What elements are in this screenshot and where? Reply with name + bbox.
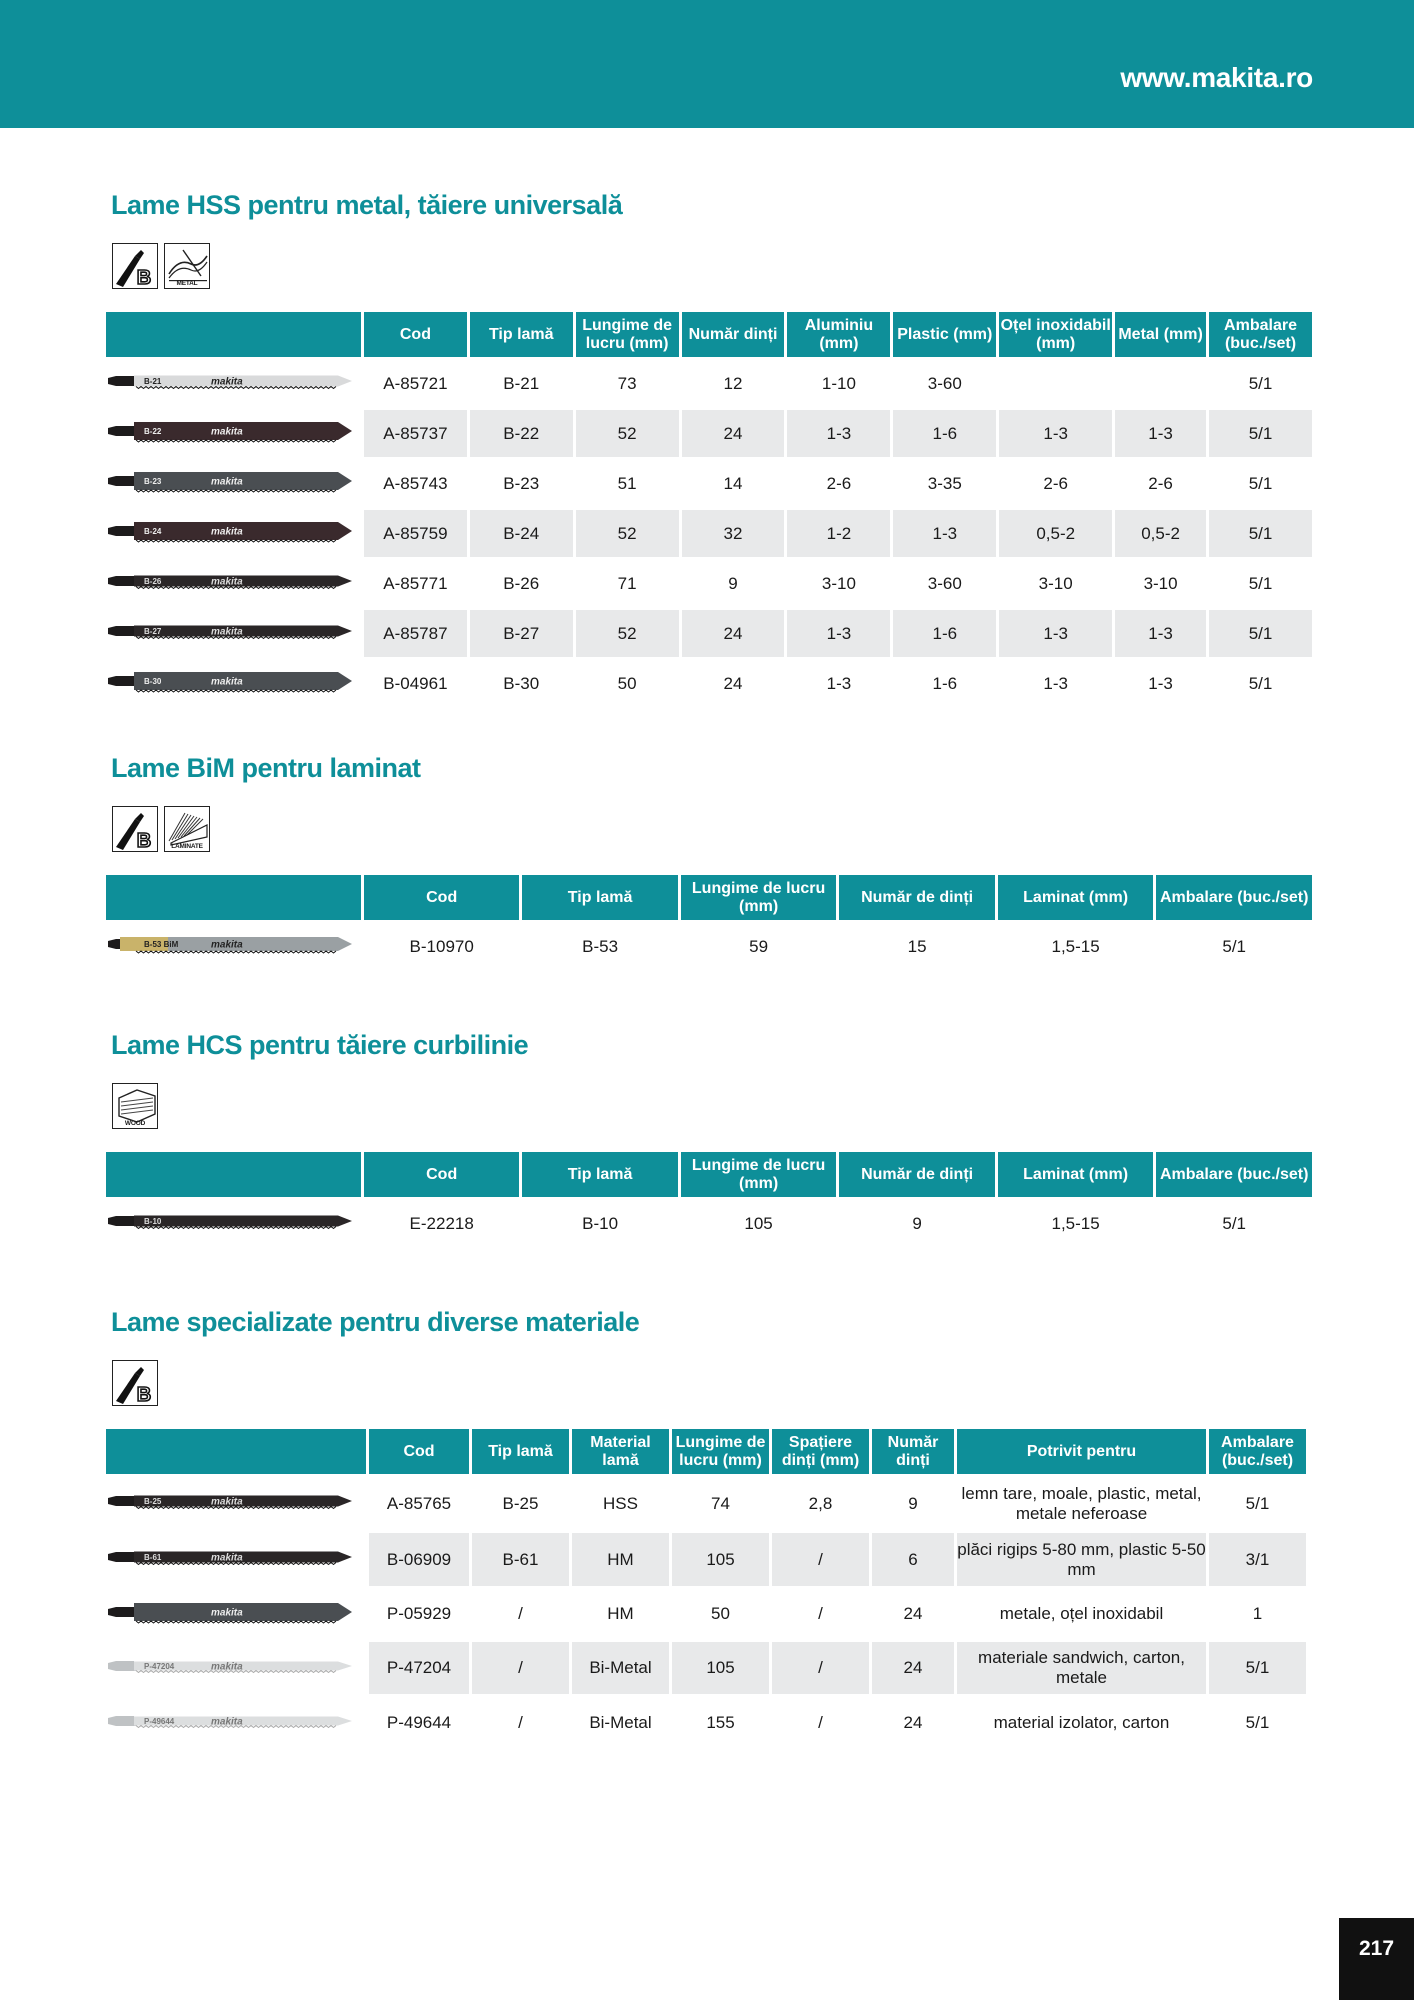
table-row — [106, 360, 1312, 410]
table-cell: B-61 — [472, 1533, 569, 1589]
table-cell: 5/1 — [1156, 1200, 1312, 1250]
svg-text:B: B — [136, 830, 152, 852]
column-header: Număr de dinți — [839, 875, 994, 923]
section-title: Lame HCS pentru tăiere curbilinie — [111, 1030, 529, 1060]
blade-brand: makita — [211, 576, 243, 588]
blade-label: B-10 — [144, 1217, 162, 1226]
table-cell: 3-60 — [893, 560, 996, 610]
table-cell — [1115, 360, 1206, 410]
column-header: Număr dinți — [872, 1429, 954, 1477]
blade-label: B-25 — [144, 1497, 162, 1506]
table-cell: P-49644 — [369, 1697, 469, 1752]
blade-label: P-47204 — [144, 1661, 175, 1671]
icon-caption: METAL — [176, 280, 198, 287]
table-cell: B-27 — [470, 610, 573, 660]
blade-image — [106, 613, 356, 649]
column-header: Oțel inoxidabil (mm) — [999, 312, 1112, 360]
table-cell: A-85721 — [364, 360, 467, 410]
column-header: Număr de dinți — [839, 1152, 994, 1200]
table-row — [106, 1697, 1306, 1752]
table-cell: B-24 — [470, 510, 573, 560]
table-cell: 5/1 — [1209, 1697, 1306, 1752]
table-cell: 5/1 — [1209, 560, 1312, 610]
table-cell: 5/1 — [1209, 360, 1312, 410]
column-header: Cod — [369, 1429, 469, 1477]
blade-cell — [106, 1589, 366, 1642]
table-cell: 2-6 — [787, 460, 890, 510]
blade-cell — [106, 1697, 366, 1752]
table-cell: 3/1 — [1209, 1533, 1306, 1589]
table-cell: A-85737 — [364, 410, 467, 460]
table-cell: 24 — [872, 1642, 954, 1697]
blade-label: B-30 — [144, 677, 162, 686]
table-row — [106, 610, 1312, 660]
table-cell: 9 — [839, 1200, 994, 1250]
column-header: Spațiere dinți (mm) — [772, 1429, 869, 1477]
table-cell: 1-3 — [787, 610, 890, 660]
product-table — [103, 1429, 1309, 1752]
header-image-column — [106, 875, 361, 923]
b-shank-icon — [112, 243, 158, 289]
blade-label: P-49644 — [144, 1716, 175, 1726]
table-cell: / — [472, 1642, 569, 1697]
blade-cell — [106, 410, 361, 460]
table-cell: 3-10 — [787, 560, 890, 610]
column-header: Lungime de lucru (mm) — [681, 1152, 837, 1200]
table-row — [106, 560, 1312, 610]
table-cell: HM — [572, 1589, 669, 1642]
table-cell: B-25 — [472, 1477, 569, 1533]
column-header: Cod — [364, 875, 519, 923]
header-image-column — [106, 1152, 361, 1200]
wood-icon — [112, 1083, 158, 1129]
table-cell: metale, oțel inoxidabil — [957, 1589, 1206, 1642]
table-cell: B-22 — [470, 410, 573, 460]
section-title: Lame specializate pentru diverse materiale — [111, 1307, 640, 1337]
blade-label: B-26 — [144, 577, 162, 586]
table-cell: materiale sandwich, carton, metale — [957, 1642, 1206, 1697]
column-header: Tip lamă — [470, 312, 573, 360]
table-cell: HM — [572, 1533, 669, 1589]
blade-brand: makita — [211, 1552, 243, 1564]
blade-brand: makita — [211, 1607, 243, 1618]
blade-cell — [106, 460, 361, 510]
product-table — [103, 312, 1315, 710]
blade-cell — [106, 360, 361, 410]
table-cell: B-26 — [470, 560, 573, 610]
table-cell: B-21 — [470, 360, 573, 410]
table-cell: B-53 — [522, 923, 677, 973]
icon-caption: LAMINATE — [171, 843, 203, 850]
blade-image — [106, 1203, 356, 1239]
blade-image — [106, 513, 356, 549]
blade-image — [106, 1483, 356, 1519]
table-cell: 24 — [682, 410, 785, 460]
table-cell: 32 — [682, 510, 785, 560]
table-cell: 71 — [576, 560, 679, 610]
table-cell: 105 — [672, 1642, 769, 1697]
table-cell: 1-6 — [893, 410, 996, 460]
blade-image — [106, 1594, 356, 1630]
table-cell: 0,5-2 — [1115, 510, 1206, 560]
table-cell: 59 — [681, 923, 837, 973]
table-cell: Bi-Metal — [572, 1642, 669, 1697]
table-cell: 73 — [576, 360, 679, 410]
blade-label: B-22 — [144, 427, 162, 436]
table-header-row — [106, 875, 1312, 923]
column-header: Ambalare (buc./set) — [1156, 1152, 1312, 1200]
table-cell: 14 — [682, 460, 785, 510]
table-cell: B-30 — [470, 660, 573, 710]
blade-brand: makita — [211, 939, 243, 951]
table-cell: 1-3 — [999, 610, 1112, 660]
blade-label: B-24 — [144, 527, 162, 536]
table-cell: 52 — [576, 610, 679, 660]
table-cell: 1,5-15 — [998, 1200, 1154, 1250]
table-cell: 2,8 — [772, 1477, 869, 1533]
table-cell: 1-3 — [1115, 610, 1206, 660]
table-cell: 0,5-2 — [999, 510, 1112, 560]
table-cell: P-05929 — [369, 1589, 469, 1642]
blade-label: B-27 — [144, 627, 162, 636]
material-icons — [112, 1083, 158, 1129]
table-header-row — [106, 1429, 1306, 1477]
header-image-column — [106, 312, 361, 360]
column-header: Tip lamă — [522, 1152, 677, 1200]
table-cell: / — [472, 1697, 569, 1752]
table-cell: B-10 — [522, 1200, 677, 1250]
column-header: Aluminiu (mm) — [787, 312, 890, 360]
table-cell: 5/1 — [1209, 460, 1312, 510]
table-row — [106, 660, 1312, 710]
site-url[interactable]: www.makita.ro — [1120, 62, 1313, 93]
table-cell: 1-2 — [787, 510, 890, 560]
blade-brand: makita — [211, 376, 243, 388]
table-cell: / — [472, 1589, 569, 1642]
table-cell: P-47204 — [369, 1642, 469, 1697]
svg-text:B: B — [136, 1384, 152, 1406]
material-icons — [112, 1360, 158, 1406]
column-header: Material lamă — [572, 1429, 669, 1477]
table-cell: A-85787 — [364, 610, 467, 660]
section-title: Lame BiM pentru laminat — [111, 753, 421, 783]
blade-label: B-21 — [144, 377, 162, 386]
table-cell: 52 — [576, 510, 679, 560]
table-cell: B-04961 — [364, 660, 467, 710]
blade-brand: makita — [211, 1661, 243, 1672]
blade-image — [106, 363, 356, 399]
blade-label: B-23 — [144, 477, 162, 486]
table-cell: / — [772, 1533, 869, 1589]
blade-image — [106, 463, 356, 499]
table-cell: 24 — [872, 1697, 954, 1752]
table-cell: 5/1 — [1209, 510, 1312, 560]
table-cell: 5/1 — [1156, 923, 1312, 973]
table-cell: 5/1 — [1209, 410, 1312, 460]
table-cell: 51 — [576, 460, 679, 510]
blade-cell — [106, 510, 361, 560]
blade-brand: makita — [211, 1496, 243, 1508]
table-cell: 24 — [682, 660, 785, 710]
column-header: Cod — [364, 1152, 519, 1200]
column-header: Ambalare (buc./set) — [1209, 1429, 1306, 1477]
column-header: Lungime de lucru (mm) — [672, 1429, 769, 1477]
table-cell: B-23 — [470, 460, 573, 510]
table-row — [106, 1589, 1306, 1642]
table-cell: 1-3 — [1115, 410, 1206, 460]
laminate-icon — [164, 806, 210, 852]
column-header: Număr dinți — [682, 312, 785, 360]
table-cell: A-85759 — [364, 510, 467, 560]
blade-brand: makita — [211, 426, 243, 438]
blade-image — [106, 563, 356, 599]
table-cell: 5/1 — [1209, 1477, 1306, 1533]
column-header: Ambalare (buc./set) — [1156, 875, 1312, 923]
table-cell: 15 — [839, 923, 994, 973]
table-cell — [999, 360, 1112, 410]
blade-cell — [106, 560, 361, 610]
product-table — [103, 1152, 1315, 1250]
table-cell: 5/1 — [1209, 660, 1312, 710]
table-cell: A-85743 — [364, 460, 467, 510]
table-cell: 1-3 — [1115, 660, 1206, 710]
blade-cell — [106, 923, 361, 973]
table-cell: 3-35 — [893, 460, 996, 510]
blade-image — [106, 413, 356, 449]
table-cell: B-06909 — [369, 1533, 469, 1589]
table-cell: 5/1 — [1209, 610, 1312, 660]
blade-brand: makita — [211, 526, 243, 538]
blade-image — [106, 1703, 356, 1739]
table-cell: material izolator, carton — [957, 1697, 1206, 1752]
blade-cell — [106, 1642, 366, 1697]
svg-text:B: B — [136, 267, 152, 289]
column-header: Lungime de lucru (mm) — [576, 312, 679, 360]
table-cell: 24 — [872, 1589, 954, 1642]
blade-image — [106, 926, 356, 962]
table-row — [106, 1477, 1306, 1533]
blade-label: B-53 BiM — [144, 940, 179, 949]
table-cell: 9 — [682, 560, 785, 610]
table-cell: 3-10 — [1115, 560, 1206, 610]
header-image-column — [106, 1429, 366, 1477]
table-cell: B-10970 — [364, 923, 519, 973]
blade-image — [106, 1648, 356, 1684]
table-cell: 74 — [672, 1477, 769, 1533]
table-row — [106, 410, 1312, 460]
table-cell: 1-10 — [787, 360, 890, 410]
table-cell: 1-3 — [787, 660, 890, 710]
column-header: Plastic (mm) — [893, 312, 996, 360]
column-header: Potrivit pentru — [957, 1429, 1206, 1477]
table-cell: 1 — [1209, 1589, 1306, 1642]
table-cell: lemn tare, moale, plastic, metal, metale neferoase — [957, 1477, 1206, 1533]
table-cell: 3-10 — [999, 560, 1112, 610]
header-bar — [0, 0, 1414, 128]
b-shank-icon — [112, 1360, 158, 1406]
column-header: Tip lamă — [472, 1429, 569, 1477]
table-cell: E-22218 — [364, 1200, 519, 1250]
table-cell: 2-6 — [1115, 460, 1206, 510]
column-header: Metal (mm) — [1115, 312, 1206, 360]
table-cell: 1-6 — [893, 610, 996, 660]
table-header-row — [106, 1152, 1312, 1200]
table-cell: 24 — [682, 610, 785, 660]
table-cell: 1-6 — [893, 660, 996, 710]
table-cell: 5/1 — [1209, 1642, 1306, 1697]
column-header: Ambalare (buc./set) — [1209, 312, 1312, 360]
table-cell: 155 — [672, 1697, 769, 1752]
table-cell: 1-3 — [893, 510, 996, 560]
column-header: Laminat (mm) — [998, 875, 1154, 923]
page-number: 217 — [1339, 1918, 1414, 2000]
column-header: Laminat (mm) — [998, 1152, 1154, 1200]
section-title: Lame HSS pentru metal, tăiere universală — [111, 190, 623, 220]
table-cell: HSS — [572, 1477, 669, 1533]
table-cell: / — [772, 1589, 869, 1642]
table-row — [106, 510, 1312, 560]
table-cell: 9 — [872, 1477, 954, 1533]
table-cell: 52 — [576, 410, 679, 460]
table-cell: A-85771 — [364, 560, 467, 610]
table-cell: / — [772, 1697, 869, 1752]
table-cell: 1-3 — [787, 410, 890, 460]
metal-icon — [164, 243, 210, 289]
blade-cell — [106, 660, 361, 710]
table-cell: 1-3 — [999, 660, 1112, 710]
blade-brand: makita — [211, 1716, 243, 1727]
table-cell: A-85765 — [369, 1477, 469, 1533]
blade-cell — [106, 610, 361, 660]
column-header: Cod — [364, 312, 467, 360]
blade-cell — [106, 1200, 361, 1250]
table-row — [106, 923, 1312, 973]
blade-brand: makita — [211, 476, 243, 488]
table-row — [106, 460, 1312, 510]
table-row — [106, 1642, 1306, 1697]
material-icons — [112, 806, 210, 852]
table-cell: 2-6 — [999, 460, 1112, 510]
blade-brand: makita — [211, 626, 243, 638]
table-cell: / — [772, 1642, 869, 1697]
table-header-row — [106, 312, 1312, 360]
table-cell: 105 — [681, 1200, 837, 1250]
b-shank-icon — [112, 806, 158, 852]
table-cell: 6 — [872, 1533, 954, 1589]
icon-caption: WOOD — [124, 1120, 146, 1127]
table-cell: 12 — [682, 360, 785, 410]
table-cell: 50 — [672, 1589, 769, 1642]
table-cell: 50 — [576, 660, 679, 710]
table-row — [106, 1200, 1312, 1250]
table-cell: 1-3 — [999, 410, 1112, 460]
blade-label: B-61 — [144, 1553, 162, 1562]
table-cell: 105 — [672, 1533, 769, 1589]
table-cell: 1,5-15 — [998, 923, 1154, 973]
blade-cell — [106, 1533, 366, 1589]
blade-image — [106, 1539, 356, 1575]
product-table — [103, 875, 1315, 973]
table-cell: 3-60 — [893, 360, 996, 410]
column-header: Lungime de lucru (mm) — [681, 875, 837, 923]
table-row — [106, 1533, 1306, 1589]
column-header: Tip lamă — [522, 875, 677, 923]
table-cell: Bi-Metal — [572, 1697, 669, 1752]
blade-image — [106, 663, 356, 699]
material-icons — [112, 243, 210, 289]
blade-brand: makita — [211, 676, 243, 688]
table-cell: plăci rigips 5-80 mm, plastic 5-50 mm — [957, 1533, 1206, 1589]
blade-cell — [106, 1477, 366, 1533]
